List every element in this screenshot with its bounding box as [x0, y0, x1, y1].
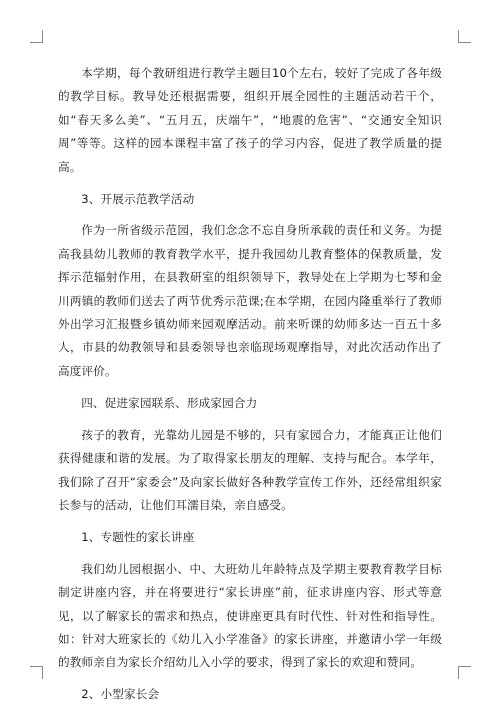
- document-body: [58, 62, 442, 715]
- paragraph-parent-lectures: 我们幼儿园根据小、中、大班幼儿年龄特点及学期主要教育教学目标制定讲座内容，并在将要进行“家长讲座”前，征求讲座内容、形式等意见，以了解家长的需求和热点，使讲座更具有时代性、针对性和指导性。如：针对大班家长的《幼儿入小学准备》的家长讲座，并邀请小学一年级的教师亲自为家长介绍幼儿入小学的要求，得到了家长的欢迎和赞同。: [58, 561, 442, 670]
- section-heading-small-parent-meeting: 2、小型家长会: [81, 687, 160, 702]
- crop-mark-top-left: [30, 30, 43, 43]
- crop-mark-bottom-left: [30, 666, 43, 679]
- section-heading-demo-teaching: 3、开展示范教学活动: [81, 191, 195, 206]
- paragraph-home-school: 孩子的教育，光靠幼儿园是不够的，只有家园合力，才能真正让他们获得健康和谐的发展。为了取得家长朋友的理解、支持与配合。本学年，我们除了召开“家委会”及向家长做好各种教学宣传工作外，还经常组织家长参与的活动，让他们耳濡目染，亲自感受。: [58, 427, 442, 512]
- section-heading-home-school: 四、促进家园联系、形成家园合力: [81, 395, 258, 410]
- crop-mark-bottom-right: [458, 666, 471, 679]
- paragraph-teaching-themes: 本学期，每个教研组进行教学主题目10个左右，较好了完成了各年级的教学目标。教导处还根据需要，组织开展全园性的主题活动若干个，如“春天多么美”、“五月五，庆端午”，“地震的危害”、“交通安全知识周”等等。这样的园本课程丰富了孩子的学习内容，促进了教学质量的提高。: [58, 66, 442, 174]
- paragraph-demo-teaching: 作为一所省级示范园，我们念念不忘自身所承载的责任和义务。为提高我县幼儿教师的教育教学水平，提升我园幼儿教育整体的保教质量，发挥示范辐射作用，在县教研室的组织领导下，教导处在上学期为七琴和金川两镇的教师们送去了两节优秀示范课;在本学期，在园内隆重举行了教师外出学习汇报暨乡镇幼师来园观摩活动。前来听课的幼师多达一百五十多人，市县的幼教领导和县委领导也亲临现场观摩指导，对此次活动作出了高度评价。: [58, 223, 442, 378]
- section-heading-parent-lectures: 1、专题性的家长讲座: [81, 529, 195, 544]
- crop-mark-top-right: [458, 30, 471, 43]
